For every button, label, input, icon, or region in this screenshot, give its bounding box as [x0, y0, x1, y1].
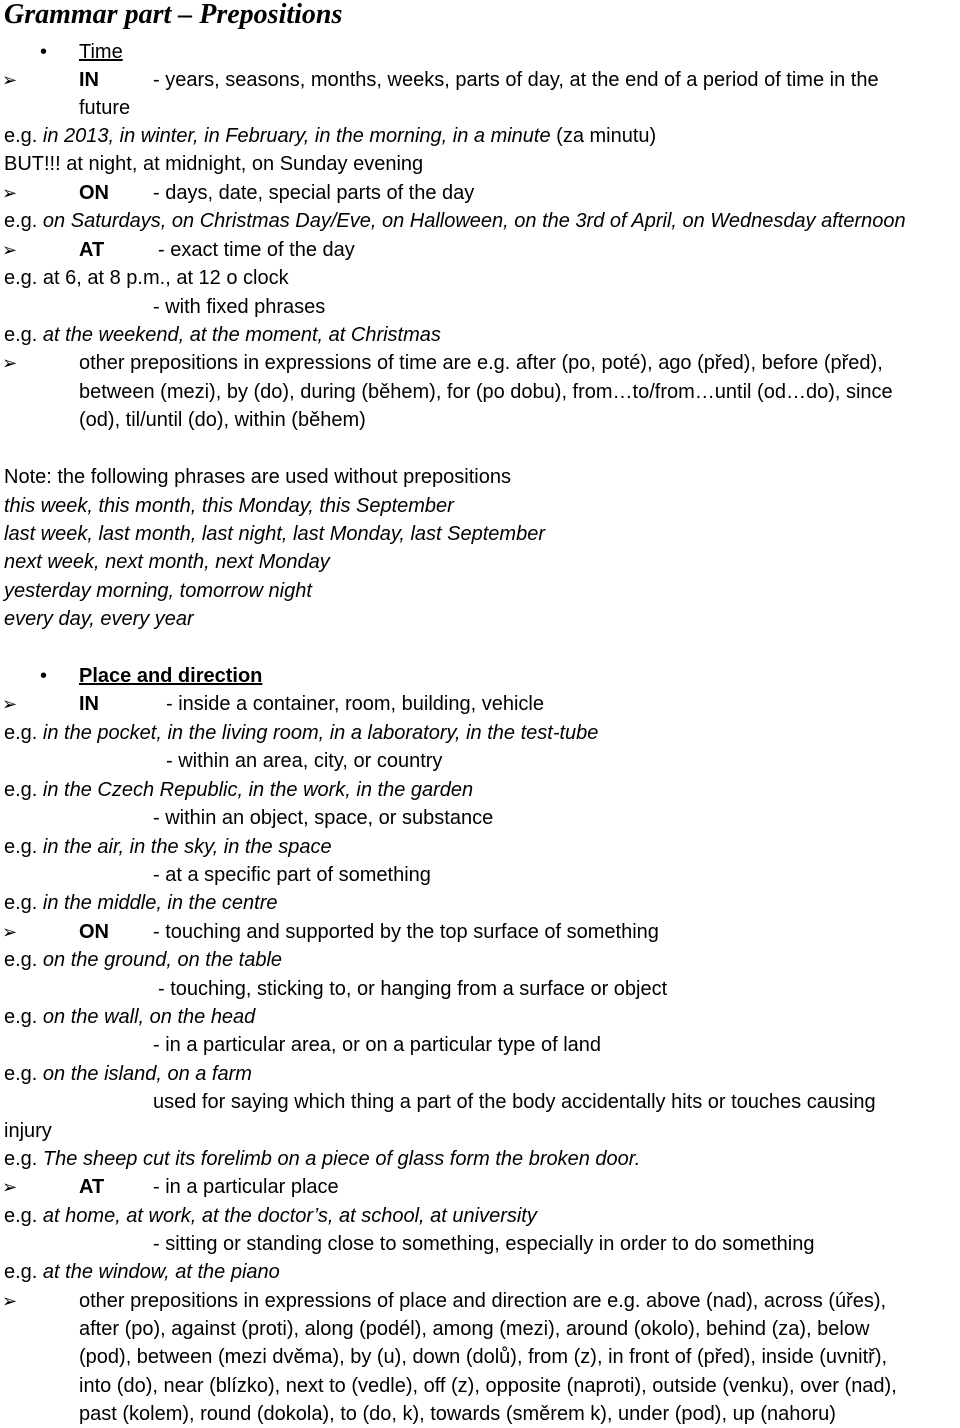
place-eg10	[4, 1258, 280, 1286]
eg-text: at home, at work, at the doctor’s, at school, at university	[42, 1205, 537, 1227]
time-other-text2: between (mezi), by (do), during (během), for (po dobu), from…to/from…until (od…do), since	[79, 381, 893, 403]
arrow-icon: ➢	[2, 240, 18, 260]
time-on-label: ON	[79, 182, 109, 204]
place-eg7	[4, 1060, 252, 1088]
arrow-icon: ➢	[2, 183, 18, 203]
arrow-icon: ➢	[2, 694, 18, 714]
place-eg5	[4, 946, 282, 974]
place-heading: Place and direction	[79, 665, 263, 687]
eg-text: on the ground, on the table	[42, 949, 283, 971]
place-desc: - in a particular area, or on a particular type of land	[153, 1034, 602, 1056]
arrow-icon: ➢	[2, 70, 18, 90]
note-line: this week, this month, this Monday, this September	[4, 495, 454, 517]
place-other-text2: after (po), against (proti), along (podél), among (mezi), around (okolo), behind (za), below	[79, 1318, 870, 1340]
eg-prefix: e.g.	[4, 779, 43, 801]
eg-text: The sheep cut its forelimb on a piece of glass form the broken door.	[42, 1148, 641, 1170]
eg-prefix: e.g.	[4, 1261, 43, 1283]
eg-prefix: e.g.	[4, 722, 43, 744]
eg-translation: (za minutu)	[550, 125, 657, 147]
place-at-label: AT	[79, 1176, 105, 1198]
arrow-icon: ➢	[2, 1291, 18, 1311]
eg-text: at the weekend, at the moment, at Christmas	[42, 324, 441, 346]
place-in-desc: - inside a container, room, building, vehicle	[166, 693, 544, 715]
time-other-text3: (od), til/until (do), within (během)	[79, 409, 366, 431]
time-eg4	[4, 321, 441, 349]
note-heading: Note: the following phrases are used without prepositions	[4, 466, 511, 488]
eg-prefix: e.g.	[4, 1205, 43, 1227]
arrow-icon: ➢	[2, 1177, 18, 1197]
place-on-desc: - touching and supported by the top surface of something	[153, 921, 659, 943]
time-in-label: IN	[79, 69, 99, 91]
page-title: Grammar part – Prepositions	[4, 0, 343, 30]
place-eg3	[4, 833, 332, 861]
eg-prefix: e.g.	[4, 324, 43, 346]
eg-text: in the air, in the sky, in the space	[42, 836, 332, 858]
place-eg2	[4, 776, 473, 804]
eg-text: in the Czech Republic, in the work, in the garden	[42, 779, 474, 801]
place-desc: used for saying which thing a part of the body accidentally hits or touches causing	[153, 1091, 876, 1113]
place-desc: - within an area, city, or country	[166, 750, 443, 772]
place-at-desc: - in a particular place	[153, 1176, 339, 1198]
arrow-icon: ➢	[2, 353, 18, 373]
note-line: every day, every year	[4, 608, 194, 630]
place-in-label: IN	[79, 693, 99, 715]
place-eg8	[4, 1145, 640, 1173]
place-eg9	[4, 1202, 537, 1230]
place-other-text4: into (do), near (blízko), next to (vedle), off (z), opposite (naproti), outside (venku), over (nad),	[79, 1375, 897, 1397]
eg-text: at the window, at the piano	[42, 1261, 280, 1283]
place-other-text5: past (kolem), round (dokola), to (do, k), towards (směrem k), under (pod), up (nahoru)	[79, 1403, 836, 1425]
eg-prefix: e.g.	[4, 836, 43, 858]
arrow-icon: ➢	[2, 922, 18, 942]
place-eg1	[4, 719, 598, 747]
time-other-text: other prepositions in expressions of time are e.g. after (po, poté), ago (před), before (před),	[79, 352, 883, 374]
note-line: yesterday morning, tomorrow night	[4, 580, 312, 602]
eg-text: on the wall, on the head	[42, 1006, 256, 1028]
time-at-desc2: - with fixed phrases	[153, 296, 326, 318]
eg-prefix: e.g.	[4, 210, 43, 232]
place-d8-cont: injury	[4, 1120, 52, 1142]
eg-prefix: e.g.	[4, 949, 43, 971]
time-at-desc: - exact time of the day	[158, 239, 355, 261]
eg-prefix: e.g.	[4, 892, 43, 914]
place-desc: - sitting or standing close to something, especially in order to do something	[153, 1233, 815, 1255]
eg-prefix: e.g.	[4, 1006, 43, 1028]
eg-text: in the middle, in the centre	[42, 892, 278, 914]
time-on-desc: - days, date, special parts of the day	[153, 182, 475, 204]
eg-text: on Saturdays, on Christmas Day/Eve, on Halloween, on the 3rd of April, on Wednesday afternoon	[42, 210, 906, 232]
place-eg4	[4, 889, 278, 917]
time-in-desc2: future	[79, 97, 131, 119]
bullet-icon: •	[40, 41, 48, 63]
eg-prefix: e.g.	[4, 125, 43, 147]
place-other-text3: (pod), between (mezi dvěma), by (u), down (dolů), from (z), in front of (před), inside (uvnitř),	[79, 1346, 888, 1368]
time-at-label: AT	[79, 239, 105, 261]
eg-text: in 2013, in winter, in February, in the morning, in a minute	[42, 125, 551, 147]
place-desc: - at a specific part of something	[153, 864, 431, 886]
place-desc: - touching, sticking to, or hanging from a surface or object	[158, 978, 668, 1000]
eg-text: in the pocket, in the living room, in a laboratory, in the test-tube	[42, 722, 599, 744]
note-line: last week, last month, last night, last Monday, last September	[4, 523, 545, 545]
time-in-desc: - years, seasons, months, weeks, parts of day, at the end of a period of time in the	[153, 69, 879, 91]
place-other-text: other prepositions in expressions of place and direction are e.g. above (nad), across (úřes),	[79, 1290, 887, 1312]
note-line: next week, next month, next Monday	[4, 551, 330, 573]
time-eg2	[4, 207, 906, 235]
time-but: BUT!!! at night, at midnight, on Sunday evening	[4, 153, 424, 175]
place-desc: - within an object, space, or substance	[153, 807, 494, 829]
time-eg3: e.g. at 6, at 8 p.m., at 12 o clock	[4, 267, 289, 289]
place-on-label: ON	[79, 921, 109, 943]
eg-prefix: e.g.	[4, 1063, 43, 1085]
eg-text: on the island, on a farm	[42, 1063, 252, 1085]
bullet-icon: •	[40, 665, 48, 687]
time-heading: Time	[79, 41, 123, 63]
time-eg1	[4, 122, 656, 150]
place-eg6	[4, 1003, 255, 1031]
eg-prefix: e.g.	[4, 1148, 43, 1170]
